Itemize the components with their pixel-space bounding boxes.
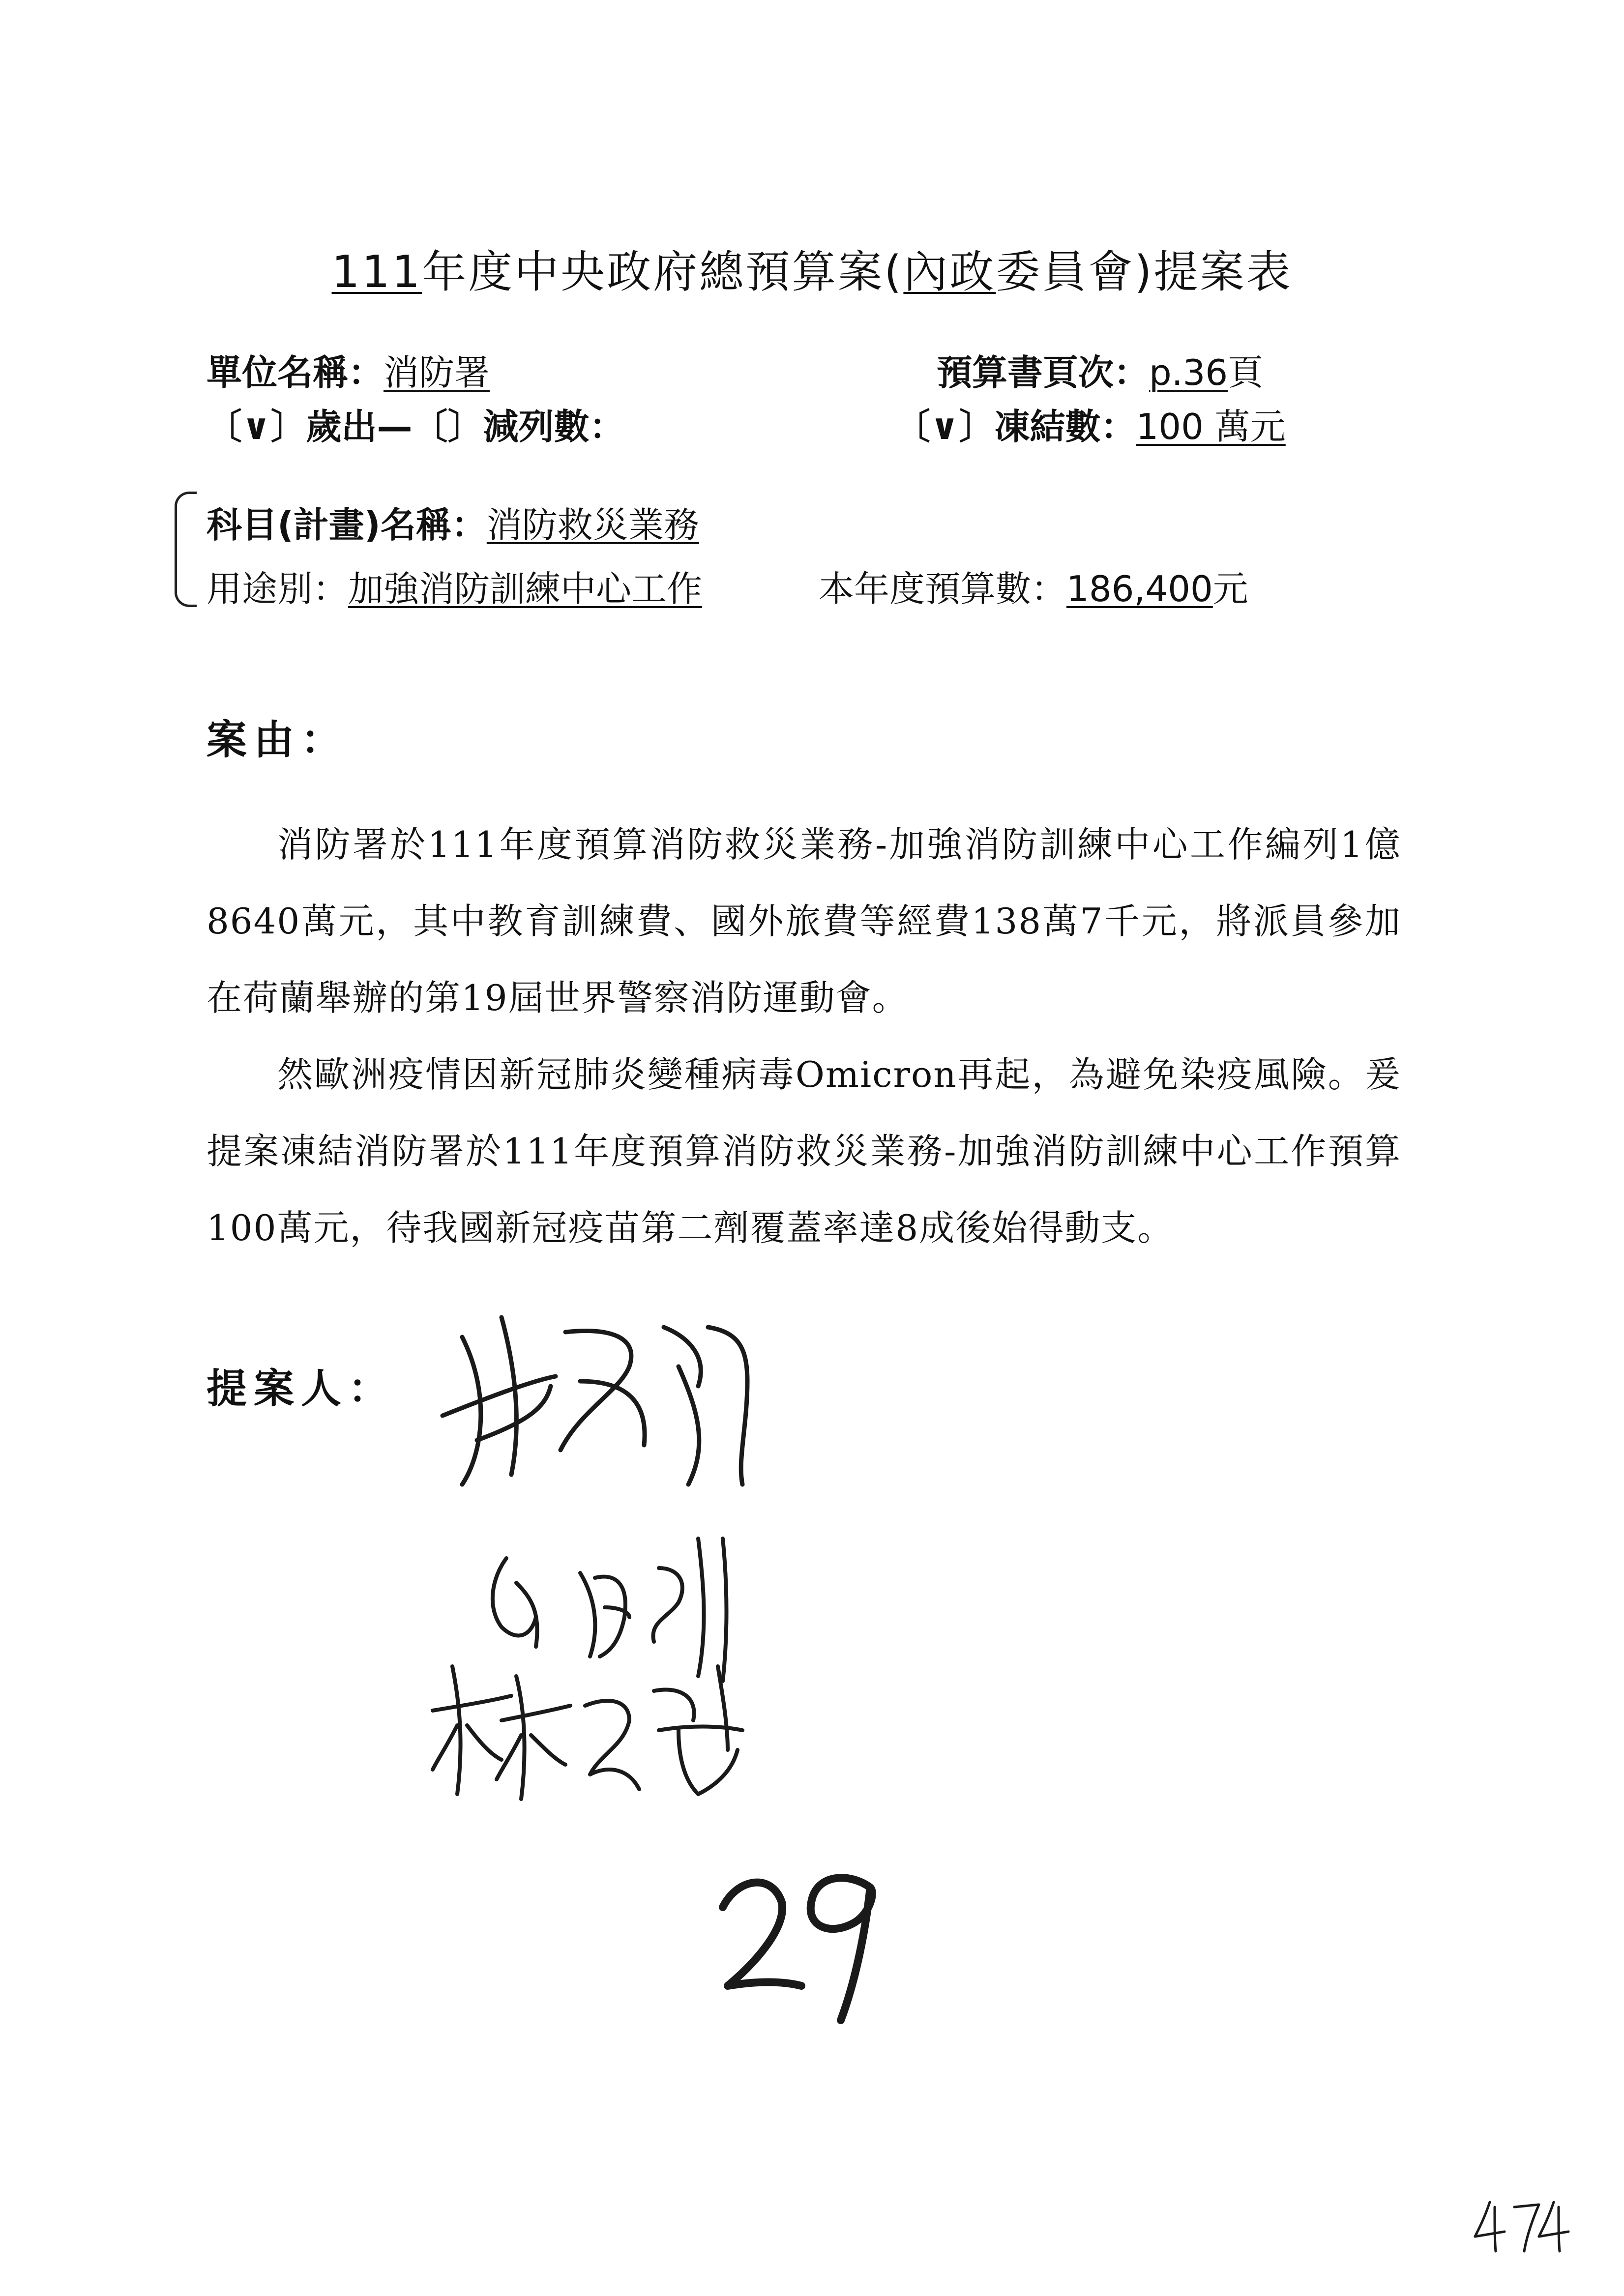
subject-label: 科目(計畫)名稱：: [207, 504, 487, 546]
annual-budget-label: 本年度預算數：: [819, 568, 1067, 610]
budget-page-row: [937, 344, 1263, 395]
budget-page-value: p.36: [1149, 352, 1228, 393]
reason-body: [207, 806, 1401, 1266]
unit-value: 消防署: [384, 352, 490, 393]
page-stamp: [1465, 2192, 1573, 2258]
purpose-label: 用途別：: [207, 568, 349, 610]
purpose-value: 加強消防訓練中心工作: [348, 568, 703, 610]
freeze-label: 〔∨〕凍結數：: [895, 406, 1136, 447]
annual-budget-value: 186,400: [1066, 568, 1213, 610]
reason-paragraph-2: 然歐洲疫情因新冠肺炎變種病毒Omicron再起，為避免染疫風險。爰提案凍結消防署於111年度預算消防救災業務-加強消防訓練中心工作預算100萬元，待我國新冠疫苗第二劑覆蓋率達8成後始得動支。: [207, 1054, 1401, 1249]
page-stamp-art: [1465, 2192, 1573, 2256]
handwritten-number-art: [708, 1853, 885, 2030]
signature-3: [423, 1647, 777, 1814]
subject-value: 消防救災業務: [486, 504, 699, 546]
proposer-label: 提案人：: [207, 1366, 396, 1412]
title-year: 111: [331, 246, 422, 298]
subject-row: [207, 496, 699, 548]
expenditure-line: 〔∨〕歲出—〔〕減列數：: [207, 406, 625, 447]
reason-paragraph-1: 消防署於111年度預算消防救災業務-加強消防訓練中心工作編列1億8640萬元，其中教育訓練費、國外旅費等經費138萬7千元，將派員參加在荷蘭舉辦的第19屆世界警察消防運動會。: [207, 824, 1401, 1018]
title-prefix: 年度中央政府總預算案(: [422, 246, 904, 298]
budget-page-suffix: 頁: [1228, 352, 1264, 393]
title-committee: 內政: [903, 246, 996, 298]
unit-label: 單位名稱：: [207, 352, 384, 393]
document-title: [0, 236, 1624, 300]
reason-heading: 案由：: [207, 717, 349, 763]
annual-budget-suffix: 元: [1212, 568, 1248, 610]
freeze-value: 100 萬元: [1136, 406, 1286, 447]
unit-name-row: [207, 344, 490, 395]
freeze-row: [895, 398, 1286, 449]
handwritten-number: [708, 1853, 885, 2032]
subject-bracket: [175, 492, 197, 607]
signature-1: [433, 1298, 767, 1504]
purpose-row: [207, 560, 702, 611]
annual-budget-row: [819, 560, 1248, 611]
budget-page-label: 預算書頁次：: [937, 352, 1150, 393]
title-suffix: 委員會)提案表: [996, 246, 1293, 298]
